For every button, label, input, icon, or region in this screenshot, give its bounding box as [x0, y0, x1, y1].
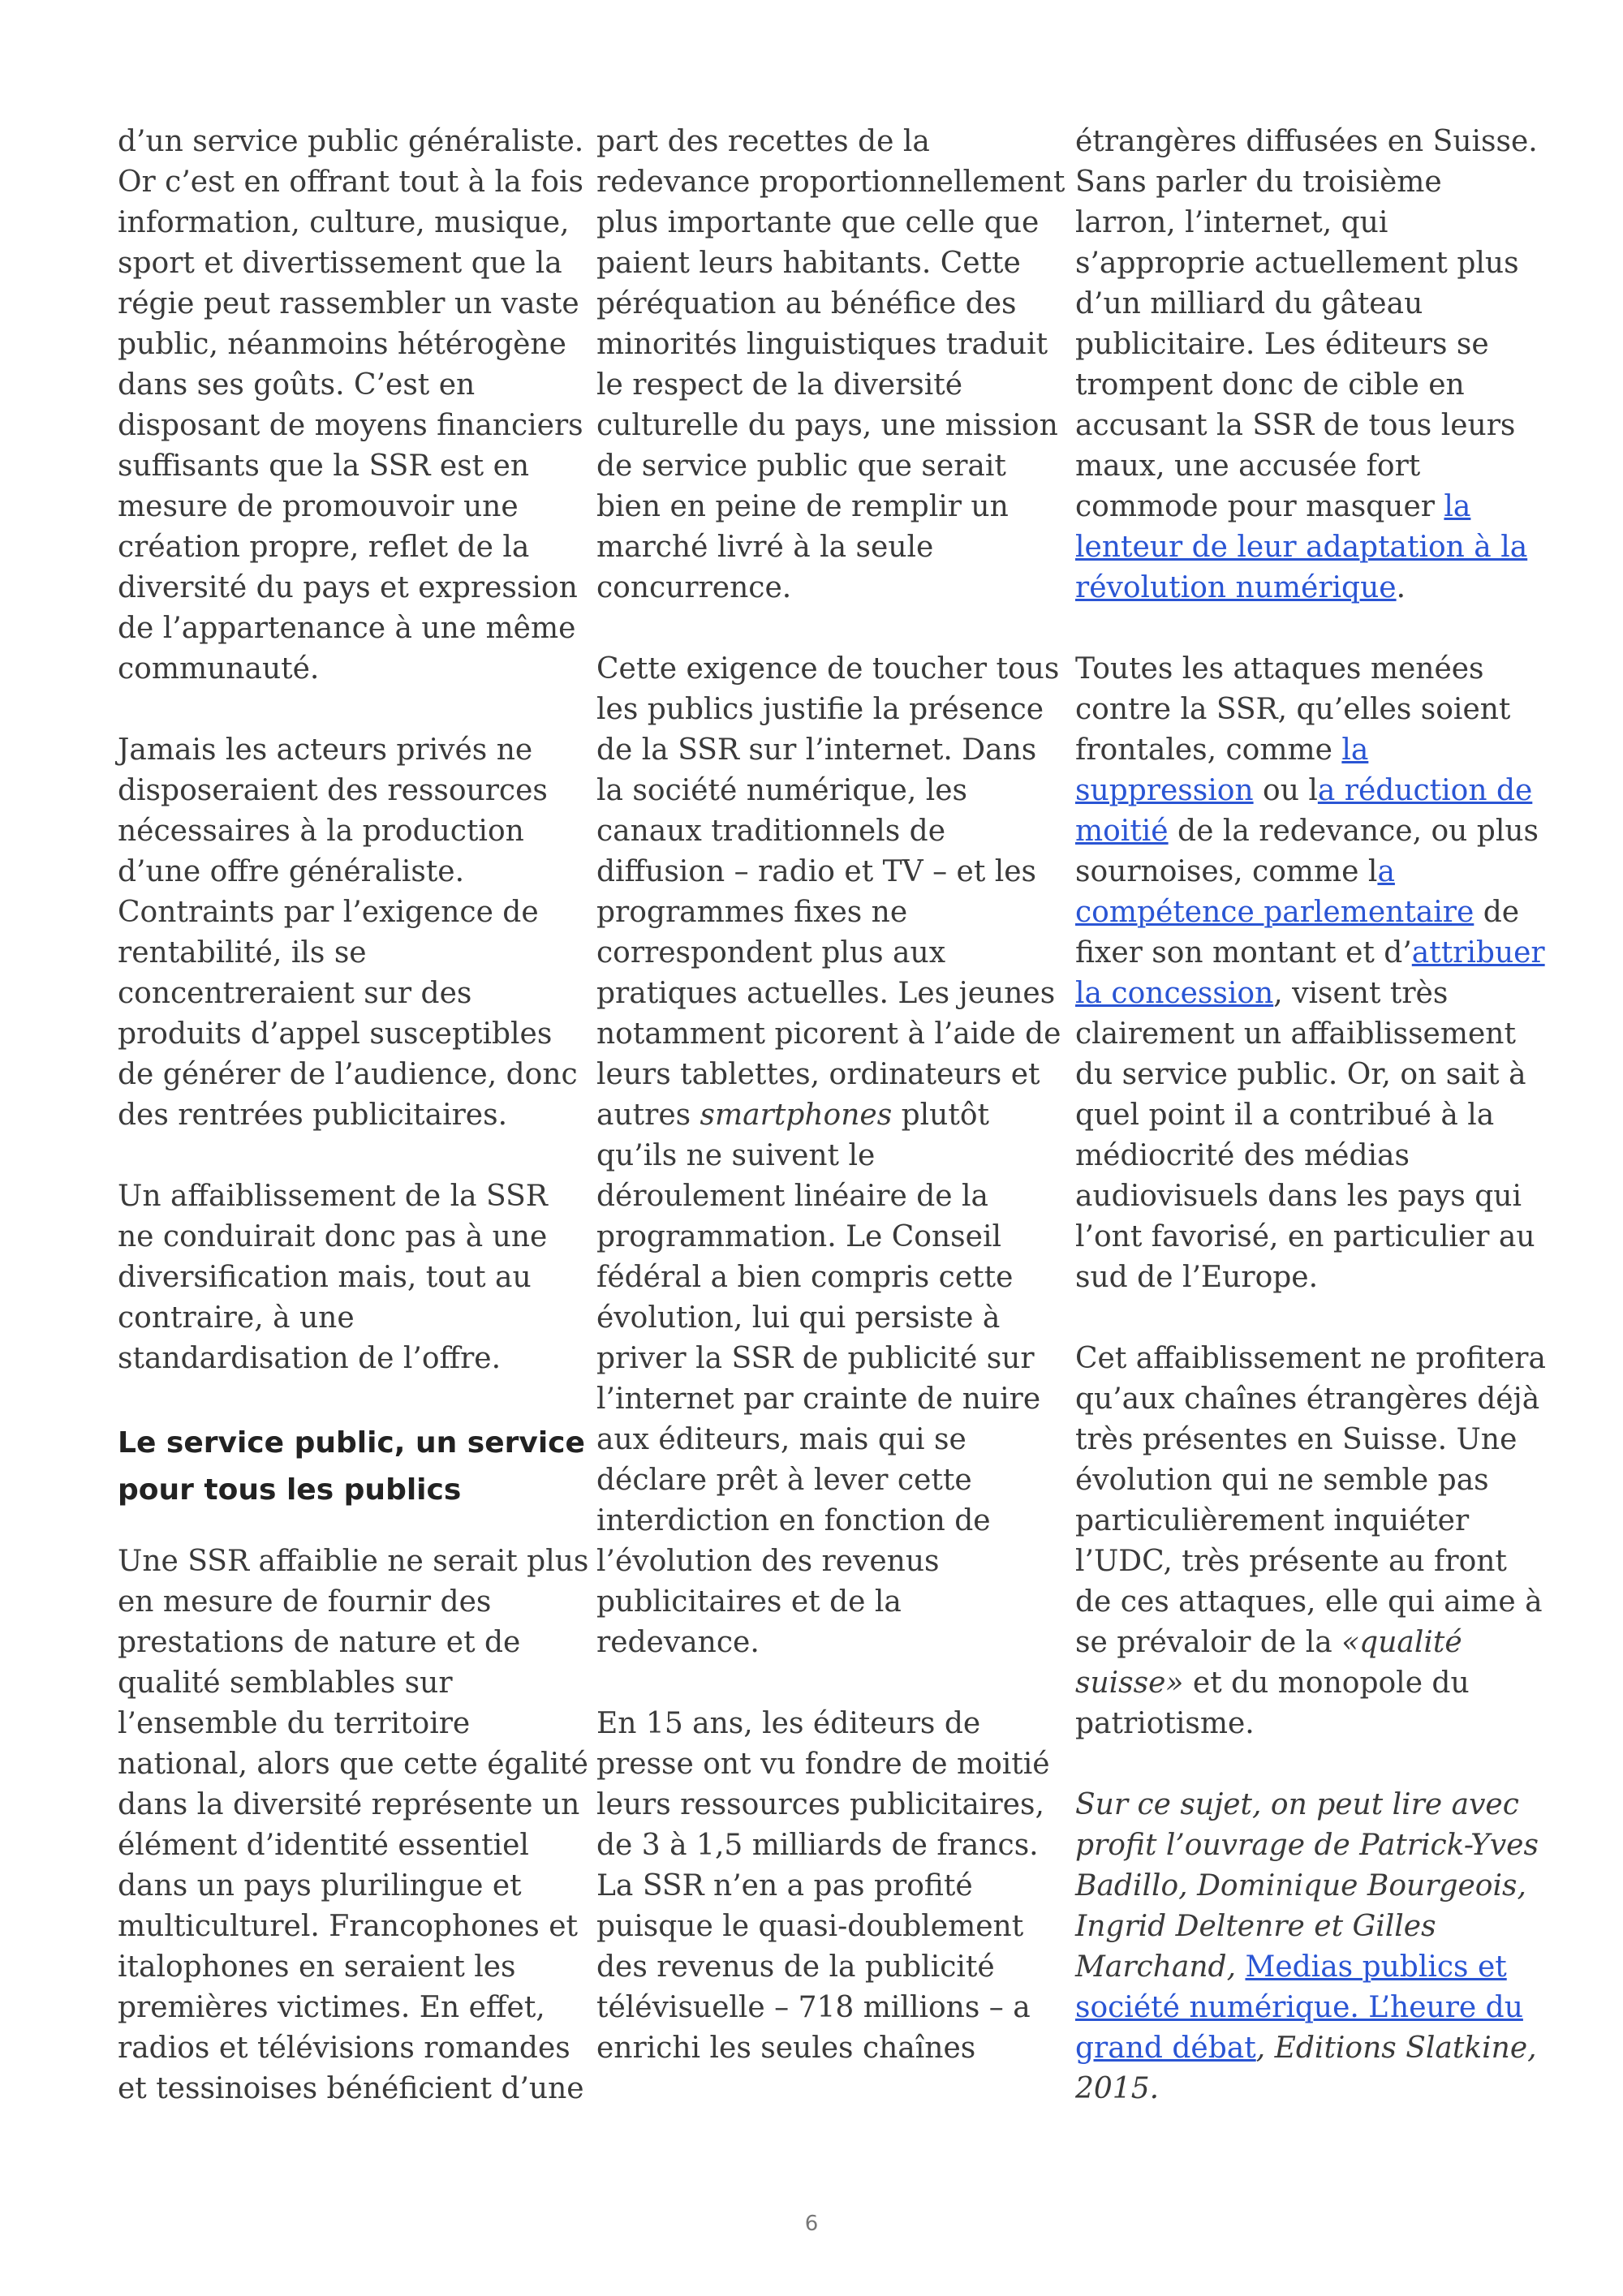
- text-line: [1075, 811, 1539, 852]
- text-line: de 3 à 1,5 milliards de francs.: [596, 1829, 1039, 1862]
- emphasis-text: «qualité: [1341, 1626, 1462, 1659]
- text-line: qu’ils ne suivent le: [596, 1139, 876, 1172]
- text-line: déclare prêt à lever cette: [596, 1464, 972, 1497]
- text-line: programmes fixes ne: [596, 896, 908, 929]
- link-adaptation-numerique[interactable]: révolution numérique: [1075, 571, 1397, 604]
- text-line: d’un service public généraliste.: [118, 125, 584, 158]
- text-fragment: .: [1396, 571, 1406, 604]
- paragraph: [118, 122, 584, 690]
- text-line: diversification mais, tout au: [118, 1261, 532, 1294]
- text-line: [1075, 771, 1533, 811]
- paragraph: [118, 1541, 589, 2109]
- text-line: Un affaiblissement de la SSR: [118, 1180, 548, 1213]
- text-line: notamment picorent à l’aide de: [596, 1017, 1061, 1051]
- text-line: interdiction en fonction de: [596, 1504, 991, 1537]
- text-line: sud de l’Europe.: [1075, 1261, 1319, 1294]
- text-line: étrangères diffusées en Suisse.: [1075, 125, 1538, 158]
- text-line: [1075, 1947, 1530, 1988]
- paragraph: [596, 1704, 1051, 2069]
- text-fragment: , visent très: [1273, 977, 1449, 1010]
- link-attribuer-concession[interactable]: attribuer: [1411, 936, 1545, 970]
- text-line: puisque le quasi-doublement: [596, 1910, 1024, 1943]
- emphasis-text: smartphones: [700, 1099, 893, 1132]
- text-line: l’ont favorisé, en particulier au: [1075, 1220, 1535, 1253]
- text-line: produits d’appel susceptibles: [118, 1017, 553, 1051]
- text-line: et tessinoises bénéficient d’une: [118, 2072, 584, 2105]
- paragraph: [1075, 649, 1545, 1298]
- text-line: élément d’identité essentiel: [118, 1829, 529, 1862]
- text-line: radios et télévisions romandes: [118, 2032, 570, 2065]
- link-adaptation-numerique[interactable]: la: [1444, 490, 1471, 523]
- text-line: information, culture, musique,: [118, 206, 570, 239]
- column-1: [118, 122, 589, 2150]
- text-line: Une SSR affaiblie ne serait plus: [118, 1545, 589, 1578]
- text-line: de générer de l’audience, donc: [118, 1058, 578, 1091]
- text-line: sport et divertissement que la: [118, 247, 562, 280]
- text-line: des rentrées publicitaires.: [118, 1099, 508, 1132]
- link-competence-parlementaire[interactable]: a: [1377, 855, 1395, 888]
- text-line: Jamais les acteurs privés ne: [118, 733, 533, 767]
- text-line: part des recettes de la: [596, 125, 930, 158]
- text-line: disposeraient des ressources: [118, 774, 548, 807]
- link-book-medias-publics[interactable]: grand débat: [1075, 2032, 1256, 2065]
- text-fragment: plutôt: [892, 1099, 989, 1132]
- text-line: rentabilité, ils se: [118, 936, 367, 970]
- emphasis-text: Ingrid Deltenre et Gilles: [1075, 1910, 1436, 1943]
- text-line: l’internet par crainte de nuire: [596, 1382, 1041, 1416]
- text-line: Cet affaiblissement ne profitera: [1075, 1342, 1546, 1375]
- text-line: de service public que serait: [596, 449, 1006, 483]
- text-line: paient leurs habitants. Cette: [596, 247, 1021, 280]
- link-book-medias-publics[interactable]: société numérique. L’heure du: [1075, 1991, 1523, 2024]
- paragraph: [596, 649, 1061, 1663]
- text-line: régie peut rassembler un vaste: [118, 287, 579, 320]
- text-line: plus importante que celle que: [596, 206, 1040, 239]
- link-competence-parlementaire[interactable]: compétence parlementaire: [1075, 896, 1474, 929]
- text-line: [1075, 933, 1545, 974]
- text-line: bien en peine de remplir un: [596, 490, 1009, 523]
- text-line: publicitaire. Les éditeurs se: [1075, 328, 1489, 361]
- text-line: en mesure de fournir des: [118, 1585, 492, 1619]
- text-line: création propre, reflet de la: [118, 531, 530, 564]
- text-line: clairement un affaiblissement: [1075, 1017, 1516, 1051]
- emphasis-text: 2015.: [1075, 2072, 1160, 2105]
- text-line: télévisuelle – 718 millions – a: [596, 1991, 1031, 2024]
- text-fragment: et du monopole du: [1183, 1666, 1470, 1700]
- text-line: redevance.: [596, 1626, 760, 1659]
- text-line: [596, 1095, 1051, 1136]
- text-line: l’UDC, très présente au front: [1075, 1545, 1507, 1578]
- text-line: [1075, 1907, 1530, 1947]
- text-line: premières victimes. En effet,: [118, 1991, 545, 2024]
- text-line: priver la SSR de publicité sur: [596, 1342, 1035, 1375]
- text-line: culturelle du pays, une mission: [596, 409, 1058, 442]
- link-reduction-de-moitie[interactable]: a réduction de: [1317, 774, 1533, 807]
- link-adaptation-numerique[interactable]: lenteur de leur adaptation à la: [1075, 531, 1528, 564]
- text-line: Or c’est en offrant tout à la fois: [118, 166, 583, 199]
- text-line: communauté.: [118, 652, 320, 686]
- text-line: prestations de nature et de: [118, 1626, 521, 1659]
- text-fragment: commode pour masquer: [1075, 490, 1444, 523]
- text-line: national, alors que cette égalité: [118, 1748, 588, 1781]
- text-line: italophones en seraient les: [118, 1950, 516, 1984]
- text-fragment: de la redevance, ou plus: [1168, 815, 1539, 848]
- text-line: leurs ressources publicitaires,: [596, 1788, 1044, 1821]
- paragraph: [118, 1176, 572, 1379]
- text-line: les publics justifie la présence: [596, 693, 1044, 726]
- text-fragment: fixer son montant et d’: [1075, 936, 1412, 970]
- text-line: [1075, 892, 1530, 933]
- text-line: Cette exigence de toucher tous: [596, 652, 1060, 686]
- text-line: de la SSR sur l’internet. Dans: [596, 733, 1037, 767]
- text-line: contraire, à une: [118, 1301, 355, 1335]
- text-line: ne conduirait donc pas à une: [118, 1220, 548, 1253]
- text-line: évolution qui ne semble pas: [1075, 1464, 1489, 1497]
- text-line: concurrence.: [596, 571, 792, 604]
- text-line: l’ensemble du territoire: [118, 1707, 471, 1740]
- emphasis-text: Badillo, Dominique Bourgeois,: [1075, 1869, 1526, 1903]
- text-fragment: se prévaloir de la: [1075, 1626, 1342, 1659]
- text-line: trompent donc de cible en: [1075, 368, 1465, 402]
- text-line: maux, une accusée fort: [1075, 449, 1421, 483]
- paragraph: [1075, 122, 1538, 608]
- reference-note: [1075, 1785, 1539, 2109]
- link-suppression[interactable]: la: [1341, 733, 1369, 767]
- text-line: mesure de promouvoir une: [118, 490, 519, 523]
- text-line: s’approprie actuellement plus: [1075, 247, 1519, 280]
- text-line: fédéral a bien compris cette: [596, 1261, 1014, 1294]
- text-line: dans la diversité représente un: [118, 1788, 580, 1821]
- emphasis-text: suisse»: [1075, 1666, 1184, 1700]
- paragraph: [118, 730, 578, 1136]
- text-line: accusant la SSR de tous leurs: [1075, 409, 1516, 442]
- emphasis-text: , Editions Slatkine,: [1255, 2032, 1537, 2065]
- text-line: patriotisme.: [1075, 1707, 1255, 1740]
- text-line: multiculturel. Francophones et: [118, 1910, 578, 1943]
- text-fragment: sournoises, comme l: [1075, 855, 1378, 888]
- text-line: correspondent plus aux: [596, 936, 945, 970]
- text-line: Contraints par l’exigence de: [118, 896, 539, 929]
- emphasis-text: profit l’ouvrage de Patrick-Yves: [1075, 1829, 1539, 1862]
- text-line: péréquation au bénéfice des: [596, 287, 1017, 320]
- page-number: 6: [804, 2212, 819, 2236]
- text-line: particulièrement inquiéter: [1075, 1504, 1470, 1537]
- text-line: [1075, 1866, 1530, 1907]
- text-line: qu’aux chaînes étrangères déjà: [1075, 1382, 1540, 1416]
- text-line: concentreraient sur des: [118, 977, 472, 1010]
- text-line: déroulement linéaire de la: [596, 1180, 988, 1213]
- text-line: marché livré à la seule: [596, 531, 934, 564]
- text-line: qualité semblables sur: [118, 1666, 453, 1700]
- text-line: presse ont vu fondre de moitié: [596, 1748, 1050, 1781]
- heading-line: Le service public, un service: [118, 1426, 585, 1460]
- text-line: contre la SSR, qu’elles soient: [1075, 693, 1511, 726]
- text-line: [1075, 1785, 1530, 1825]
- text-line: [1075, 487, 1530, 527]
- emphasis-text: Marchand,: [1075, 1950, 1246, 1984]
- text-line: [1075, 568, 1530, 608]
- section-heading: [118, 1420, 585, 1514]
- text-fragment: ou l: [1253, 774, 1318, 807]
- text-line: [1075, 1663, 1530, 1704]
- text-line: Toutes les attaques menées: [1075, 652, 1484, 686]
- text-line: disposant de moyens financiers: [118, 409, 583, 442]
- text-line: aux éditeurs, mais qui se: [596, 1423, 966, 1456]
- text-line: dans ses goûts. C’est en: [118, 368, 476, 402]
- text-line: dans un pays plurilingue et: [118, 1869, 522, 1903]
- text-line: de l’appartenance à une même: [118, 612, 576, 645]
- text-line: nécessaires à la production: [118, 815, 524, 848]
- text-line: [1075, 2028, 1537, 2069]
- column-3: [1075, 122, 1546, 2150]
- link-reduction-de-moitie[interactable]: moitié: [1075, 815, 1169, 848]
- text-line: médiocrité des médias: [1075, 1139, 1410, 1172]
- text-line: d’une offre généraliste.: [118, 855, 465, 888]
- link-attribuer-concession[interactable]: la concession: [1075, 977, 1274, 1010]
- emphasis-text: Sur ce sujet, on peut lire avec: [1075, 1788, 1519, 1821]
- text-line: minorités linguistiques traduit: [596, 328, 1048, 361]
- text-line: larron, l’internet, qui: [1075, 206, 1388, 239]
- text-line: [1075, 1825, 1539, 1866]
- text-line: [1075, 1988, 1530, 2028]
- text-line: diversité du pays et expression: [118, 571, 578, 604]
- text-line: [1075, 2069, 1530, 2109]
- text-line: pratiques actuelles. Les jeunes: [596, 977, 1056, 1010]
- text-line: [1075, 730, 1530, 771]
- text-line: publicitaires et de la: [596, 1585, 902, 1619]
- text-line: standardisation de l’offre.: [118, 1342, 502, 1375]
- text-line: l’évolution des revenus: [596, 1545, 940, 1578]
- text-fragment: frontales, comme: [1075, 733, 1342, 767]
- text-line: diffusion – radio et TV – et les: [596, 855, 1037, 888]
- text-line: du service public. Or, on sait à: [1075, 1058, 1526, 1091]
- heading-line: pour tous les publics: [118, 1473, 462, 1507]
- text-line: programmation. Le Conseil: [596, 1220, 1001, 1253]
- link-book-medias-publics[interactable]: Medias publics et: [1245, 1950, 1507, 1984]
- text-line: suffisants que la SSR est en: [118, 449, 530, 483]
- text-line: des revenus de la publicité: [596, 1950, 995, 1984]
- text-fragment: de: [1474, 896, 1520, 929]
- text-line: public, néanmoins hétérogène: [118, 328, 566, 361]
- text-line: leurs tablettes, ordinateurs et: [596, 1058, 1040, 1091]
- text-line: Sans parler du troisième: [1075, 166, 1442, 199]
- text-line: redevance proportionnellement: [596, 166, 1065, 199]
- text-line: d’un milliard du gâteau: [1075, 287, 1423, 320]
- text-line: [1075, 1623, 1530, 1663]
- text-fragment: autres: [596, 1099, 700, 1132]
- link-suppression[interactable]: suppression: [1075, 774, 1254, 807]
- column-2: [596, 122, 1065, 2109]
- text-line: enrichi les seules chaînes: [596, 2032, 976, 2065]
- text-line: de ces attaques, elle qui aime à: [1075, 1585, 1543, 1619]
- text-line: La SSR n’en a pas profité: [596, 1869, 973, 1903]
- text-line: très présentes en Suisse. Une: [1075, 1423, 1518, 1456]
- text-line: [1075, 974, 1530, 1014]
- paragraph: [596, 122, 1065, 608]
- text-line: le respect de la diversité: [596, 368, 963, 402]
- text-line: [1075, 852, 1530, 892]
- text-line: quel point il a contribué à la: [1075, 1099, 1495, 1132]
- paragraph: [1075, 1339, 1546, 1744]
- text-line: audiovisuels dans les pays qui: [1075, 1180, 1522, 1213]
- text-line: En 15 ans, les éditeurs de: [596, 1707, 981, 1740]
- text-line: canaux traditionnels de: [596, 815, 946, 848]
- text-line: évolution, lui qui persiste à: [596, 1301, 1001, 1335]
- text-line: la société numérique, les: [596, 774, 968, 807]
- text-line: [1075, 527, 1530, 568]
